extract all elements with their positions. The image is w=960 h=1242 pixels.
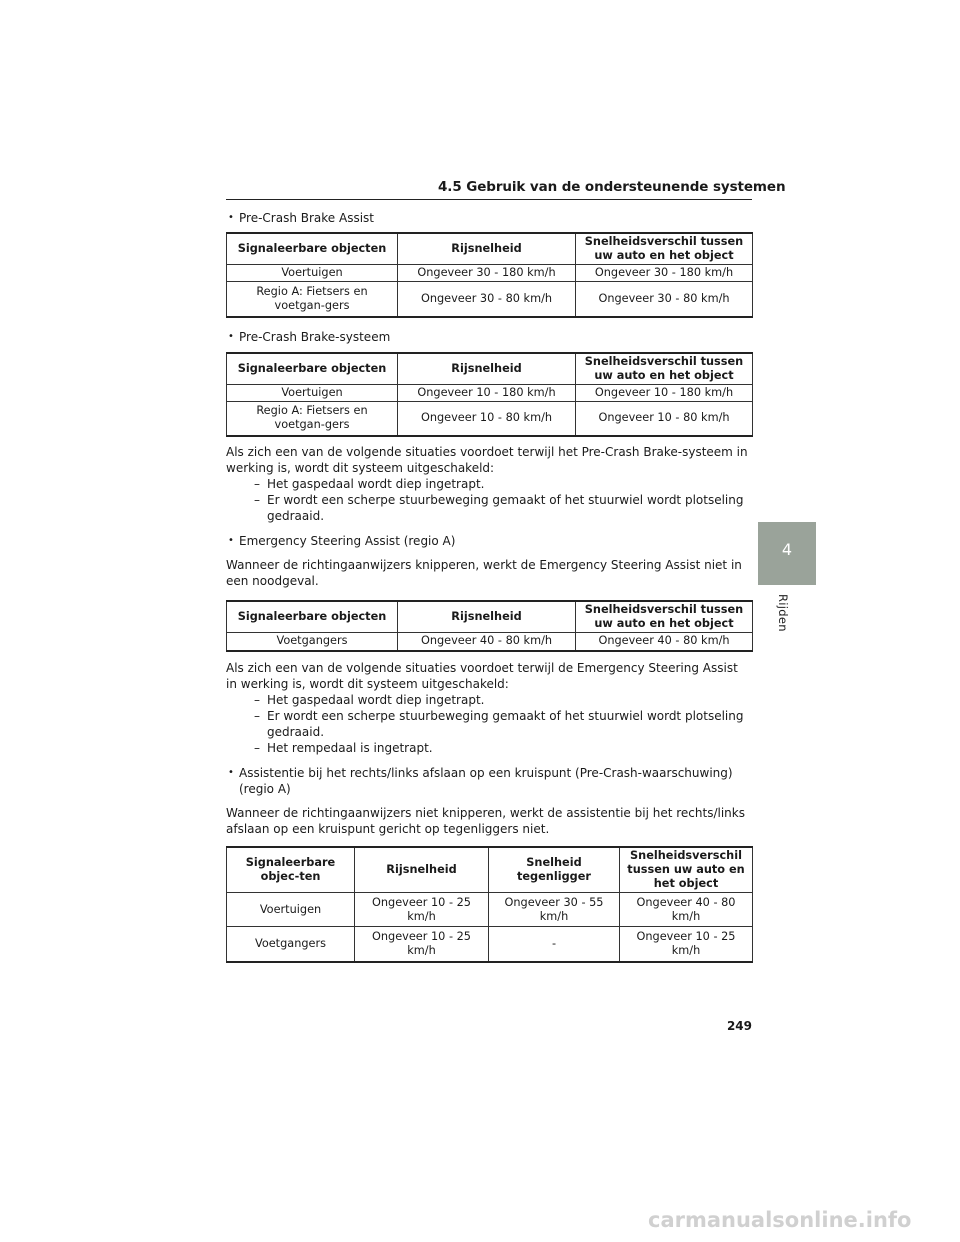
table-cell: Ongeveer 30 - 180 km/h <box>398 265 576 282</box>
bullet-dot: • <box>228 212 234 223</box>
table-cell: Ongeveer 30 - 180 km/h <box>576 265 753 282</box>
list-item-text: Het gaspedaal wordt diep ingetrapt. <box>267 477 485 491</box>
table-header-row <box>227 353 753 385</box>
header-cell: Snelheid tegenligger <box>489 847 620 893</box>
paragraph-emergency-steering: Wanneer de richtingaanwijzers knipperen, werkt de Emergency Steering Assist niet in een noodgeval. <box>226 558 742 588</box>
list-item <box>226 708 752 740</box>
table-row <box>227 893 753 927</box>
table-row <box>227 265 753 282</box>
header-cell: Snelheidsverschil tussen uw auto en het object <box>576 353 753 385</box>
header-cell: Rijsnelheid <box>398 353 576 385</box>
table-cell: Ongeveer 10 - 80 km/h <box>576 401 753 436</box>
table-header-row <box>227 847 753 893</box>
table-cell: Ongeveer 40 - 80 km/h <box>620 893 753 927</box>
list-item <box>226 476 752 492</box>
list-item-text: Het gaspedaal wordt diep ingetrapt. <box>267 692 485 707</box>
table-cell: Voertuigen <box>227 384 398 401</box>
table-cell: Ongeveer 30 - 80 km/h <box>576 282 753 317</box>
header-cell: Snelheidsverschil tussen uw auto en het object <box>576 233 753 265</box>
bullet-text: Pre-Crash Brake-systeem <box>239 329 391 344</box>
header-cell: Signaleerbare objecten <box>227 601 398 633</box>
dash-marker: – <box>254 477 260 491</box>
header-cell: Snelheidsverschil tussen uw auto en het object <box>620 847 753 893</box>
table-cell: Ongeveer 40 - 80 km/h <box>576 633 753 651</box>
table-cell: Voetgangers <box>227 633 398 651</box>
header-cell: Rijsnelheid <box>398 233 576 265</box>
table-row <box>227 633 753 651</box>
watermark: carmanualsonline.info <box>648 1208 912 1232</box>
table-header-row <box>227 233 753 265</box>
table-cell: Ongeveer 10 - 80 km/h <box>398 401 576 436</box>
table-pre-crash-brake-assist <box>226 232 753 318</box>
list-item <box>226 492 752 524</box>
list-item <box>226 692 752 708</box>
table-row <box>227 401 753 436</box>
list-item-text: Er wordt een scherpe stuurbeweging gemaakt of het stuurwiel wordt plotseling gedraaid. <box>267 708 744 739</box>
bullet-pre-crash-brake-assist <box>226 210 752 226</box>
table-cell: Ongeveer 10 - 25 km/h <box>620 927 753 962</box>
header-cell: Rijsnelheid <box>355 847 489 893</box>
table-row <box>227 282 753 317</box>
table-cell: Ongeveer 10 - 180 km/h <box>398 384 576 401</box>
table-cell: Ongeveer 40 - 80 km/h <box>398 633 576 651</box>
dash-marker: – <box>254 740 260 755</box>
table-turn-assist <box>226 846 753 963</box>
table-cell: Voertuigen <box>227 893 355 927</box>
page-header-title: 4.5 Gebruik van de ondersteunende systemen <box>438 179 786 195</box>
table-cell: Ongeveer 10 - 25 km/h <box>355 927 489 962</box>
dash-marker: – <box>254 493 260 507</box>
bullet-dot: • <box>228 766 234 778</box>
table-row <box>227 927 753 962</box>
table-cell: - <box>489 927 620 962</box>
bullet-dot: • <box>228 535 234 546</box>
list-item-text: Het rempedaal is ingetrapt. <box>267 740 433 755</box>
paragraph-deactivation-intro: Als zich een van de volgende situaties voordoet terwijl het Pre-Crash Brake-systeem in werking is, wordt dit systeem uitgeschakeld: <box>226 445 748 475</box>
header-cell: Rijsnelheid <box>398 601 576 633</box>
chapter-tab-label: Rijden <box>776 594 790 632</box>
table-cell: Ongeveer 30 - 55 km/h <box>489 893 620 927</box>
table-header-row <box>227 601 753 633</box>
bullet-emergency-steering-assist <box>226 533 752 549</box>
page-content <box>226 210 752 963</box>
list-item-text: Er wordt een scherpe stuurbeweging gemaakt of het stuurwiel wordt plotseling gedraaid. <box>267 493 744 523</box>
table-pre-crash-brake-systeem <box>226 352 753 438</box>
paragraph-deactivation-intro: Als zich een van de volgende situaties voordoet terwijl de Emergency Steering Assist in werking is, wordt dit systeem uitgeschakeld: <box>226 660 738 691</box>
header-cell: Snelheidsverschil tussen uw auto en het object <box>576 601 753 633</box>
table-cell: Regio A: Fietsers en voetgan-gers <box>227 401 398 436</box>
table-cell: Ongeveer 30 - 80 km/h <box>398 282 576 317</box>
dash-marker: – <box>254 692 260 707</box>
bullet-text: Assistentie bij het rechts/links afslaan op een kruispunt (Pre-Crash-waarschuwing) (regio A) <box>239 765 733 796</box>
header-cell: Signaleerbare objecten <box>227 353 398 385</box>
table-cell: Ongeveer 10 - 25 km/h <box>355 893 489 927</box>
bullet-pre-crash-brake-systeem <box>226 329 752 345</box>
table-cell: Regio A: Fietsers en voetgan-gers <box>227 282 398 317</box>
bullet-turn-assist <box>226 765 752 797</box>
header-rule <box>226 199 752 200</box>
table-row <box>227 384 753 401</box>
dash-marker: – <box>254 708 260 723</box>
chapter-tab-number: 4 <box>781 540 793 559</box>
table-cell: Voetgangers <box>227 927 355 962</box>
header-cell: Signaleerbare objec-ten <box>227 847 355 893</box>
paragraph-turn-assist: Wanneer de richtingaanwijzers niet knipperen, werkt de assistentie bij het rechts/links afslaan op een kruispunt gericht op tegenliggers niet. <box>226 805 745 836</box>
header-cell: Signaleerbare objecten <box>227 233 398 265</box>
table-cell: Ongeveer 10 - 180 km/h <box>576 384 753 401</box>
page-number: 249 <box>726 1019 752 1033</box>
bullet-text: Emergency Steering Assist (regio A) <box>239 534 456 548</box>
list-item <box>226 740 752 756</box>
table-emergency-steering-assist <box>226 600 753 652</box>
bullet-dot: • <box>228 330 234 342</box>
table-cell: Voertuigen <box>227 265 398 282</box>
bullet-text: Pre-Crash Brake Assist <box>239 211 374 225</box>
